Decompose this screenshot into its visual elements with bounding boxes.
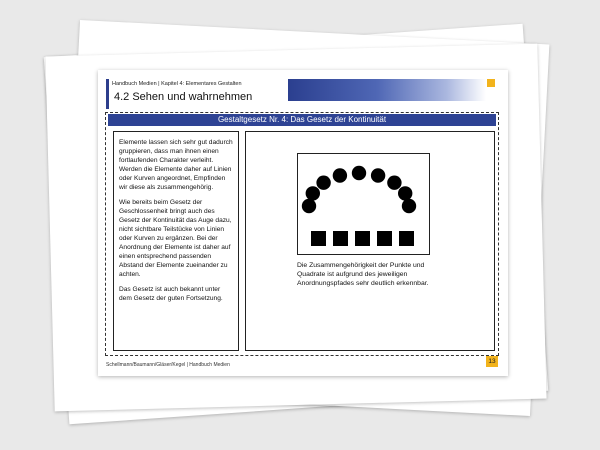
arc-dot [398, 186, 412, 200]
slide-header [106, 79, 500, 109]
figure-caption: Die Zusammengehörigkeit der Punkte und Quadrate ist aufgrund des jeweiligen Anordnungspfades sehr deutlich erkennbar. [297, 262, 429, 287]
text-box [113, 131, 239, 351]
page-number: 13 [486, 356, 498, 367]
row-square [355, 231, 370, 246]
continuity-illustration [298, 154, 429, 254]
row-square [377, 231, 392, 246]
paragraph: Das Gesetz ist auch bekannt unter dem Gesetz der guten Fortsetzung. [119, 286, 223, 302]
figure-box [245, 131, 495, 351]
illustration-panel [297, 153, 430, 255]
content-frame [105, 112, 499, 356]
paragraph: Wie bereits beim Gesetz der Geschlossenheit bringt auch des Gesetz der Kontinuität das Auge dazu, nicht sichtbare Teilstücke von Linien oder Kurven zu ergänzen. Bei der Anordnung der Elemente ist daher auf einen entsprechend passenden Abstand der Elemente zueinander zu achten. [119, 199, 232, 278]
row-square [333, 231, 348, 246]
law-title-bar: Gestaltgesetz Nr. 4: Das Gesetz der Kontinuität [108, 114, 496, 126]
header-gradient-banner [288, 79, 486, 101]
arc-dot [371, 168, 385, 182]
arc-dot [387, 176, 401, 190]
row-square [399, 231, 414, 246]
arc-dot [333, 168, 347, 182]
footer-credits: Schellmann/Baumann/Gläser/Kegel | Handbuch Medien [106, 362, 230, 368]
arc-dot [316, 176, 330, 190]
arc-dot [306, 186, 320, 200]
breadcrumb: Handbuch Medien | Kapitel 4: Elementares Gestalten [112, 81, 242, 87]
arc-dot [402, 199, 416, 213]
slide-page [98, 70, 508, 376]
arc-dot [302, 199, 316, 213]
arc-dot [352, 166, 366, 180]
row-square [311, 231, 326, 246]
section-marker [106, 79, 109, 109]
paragraph: Elemente lassen sich sehr gut dadurch gruppieren, dass man ihnen einen fortlaufenden Charakter verleiht. Werden die Elemente daher auf Linien oder Kurven angeordnet, Empfinden wir diese als zusammengehörig. [119, 139, 233, 191]
section-title: 4.2 Sehen und wahrnehmen [114, 91, 253, 103]
accent-square [487, 79, 495, 87]
